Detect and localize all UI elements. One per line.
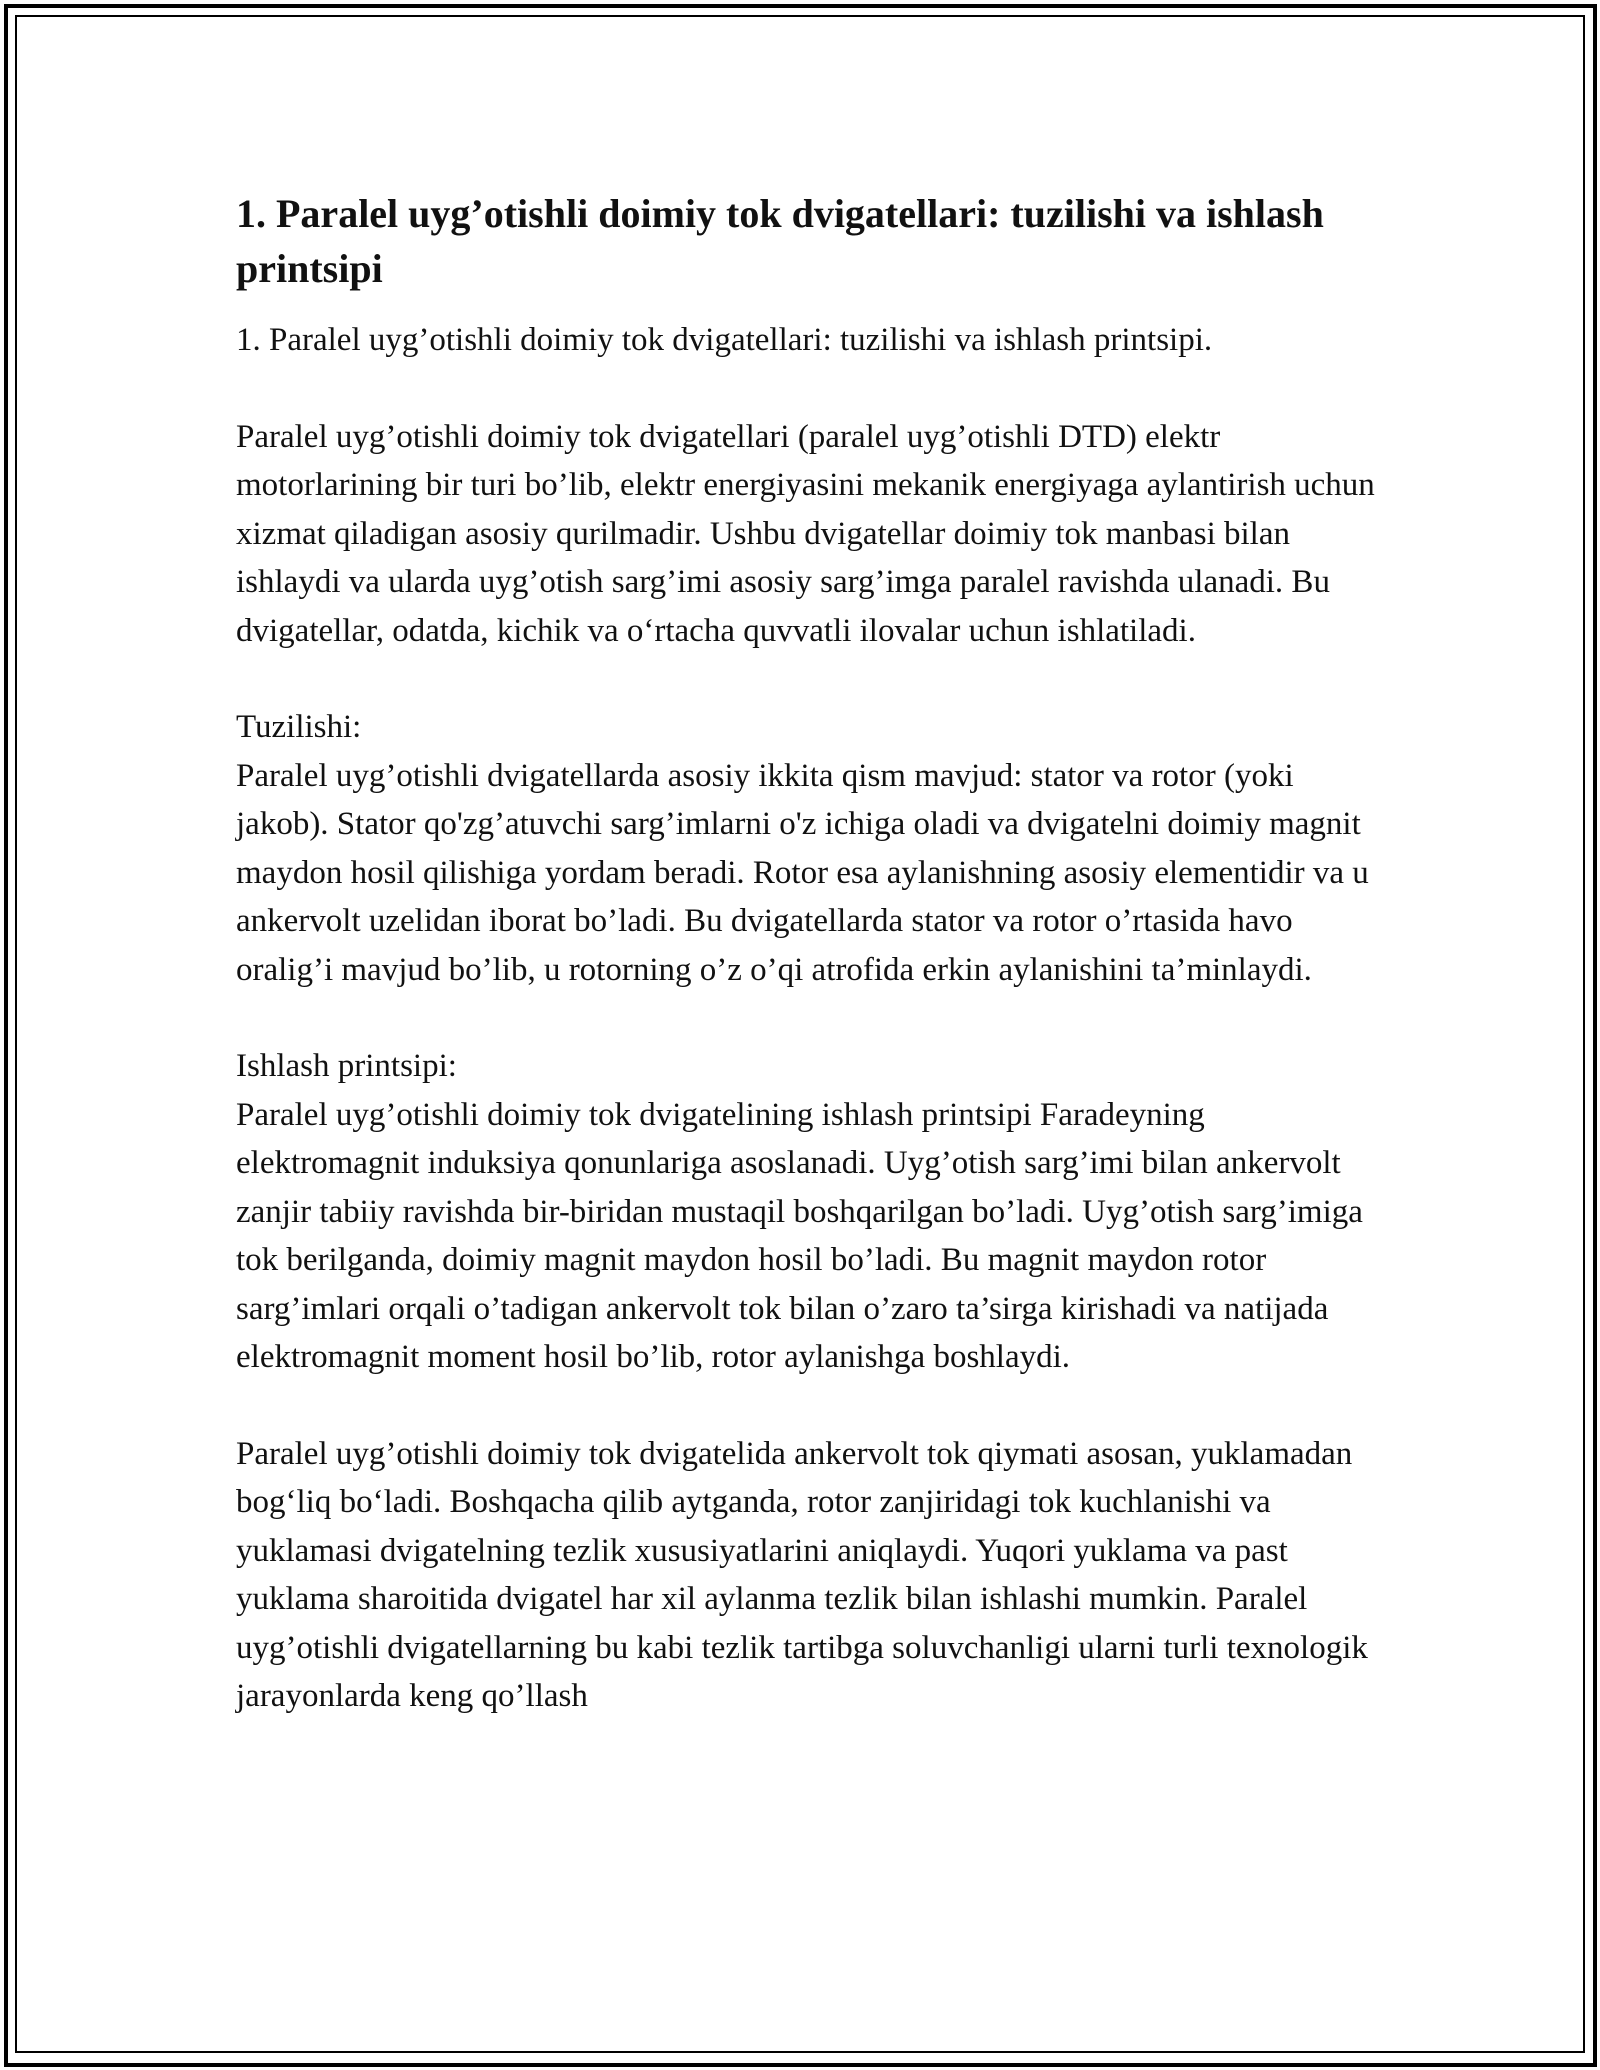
- structure-section: Tuzilishi: Paralel uyg’otishli dvigatellarda asosiy ikkita qism mavjud: stator va rotor (yoki jakob). Stator qo'zg’atuvchi sarg’imlarni o'z ichiga oladi va dvigatelni doimiy magnit maydon hosil qilishiga yordam beradi. Rotor esa aylanishning asosiy elementidir va u ankervolt uzelidan iborat bo’ladi. Bu dvigatellarda stator va rotor o’rtasida havo oralig’i mavjud bo’lib, u rotorning o’z o’qi atrofida erkin aylanishini ta’minlaydi.: [236, 709, 1369, 988]
- document-body: [236, 186, 1386, 1721]
- definition-paragraph: Paralel uyg’otishli doimiy tok dvigatellari (paralel uyg’otishli DTD) elektr motorlarining bir turi bo’lib, elektr energiyasini mekanik energiyaga aylantirish uchun xizmat qiladigan asosiy qurilmadir. Ushbu dvigatellar doimiy tok manbasi bilan ishlaydi va ularda uyg’otish sarg’imi asosiy sarg’imga paralel ravishda ulanadi. Bu dvigatellar, odatda, kichik va o‘rtacha quvvatli ilovalar uchun ishlatiladi.: [236, 418, 1375, 649]
- working-principle-section: Ishlash printsipi: Paralel uyg’otishli doimiy tok dvigatelining ishlash printsipi Faradeyning elektromagnit induksiya qonunlariga asoslanadi. Uyg’otish sarg’imi bilan ankervolt zanjir tabiiy ravishda bir-biridan mustaqil boshqarilgan bo’ladi. Uyg’otish sarg’imiga tok berilganda, doimiy magnit maydon hosil bo’ladi. Bu magnit maydon rotor sarg’imlari orqali o’tadigan ankervolt tok bilan o’zaro ta’sirga kirishadi va natijada elektromagnit moment hosil bo’lib, rotor aylanishga boshlaydi.: [236, 1048, 1363, 1375]
- document-title: 1. Paralel uyg’otishli doimiy tok dvigatellari: tuzilishi va ishlash printsipi: [236, 191, 1324, 291]
- intro-paragraph: 1. Paralel uyg’otishli doimiy tok dvigatellari: tuzilishi va ishlash printsipi.: [236, 322, 1213, 358]
- load-speed-paragraph: Paralel uyg’otishli doimiy tok dvigatelida ankervolt tok qiymati asosan, yuklamadan bog‘liq bo‘ladi. Boshqacha qilib aytganda, rotor zanjiridagi tok kuchlanishi va yuklamasi dvigatelning tezlik xususiyatlarini aniqlaydi. Yuqori yuklama va past yuklama sharoitida dvigatel har xil aylanma tezlik bilan ishlashi mumkin. Paralel uyg’otishli dvigatellarning bu kabi tezlik tartibga soluvchanligi ularni turli texnologik jarayonlarda keng qo’llash: [236, 1435, 1368, 1714]
